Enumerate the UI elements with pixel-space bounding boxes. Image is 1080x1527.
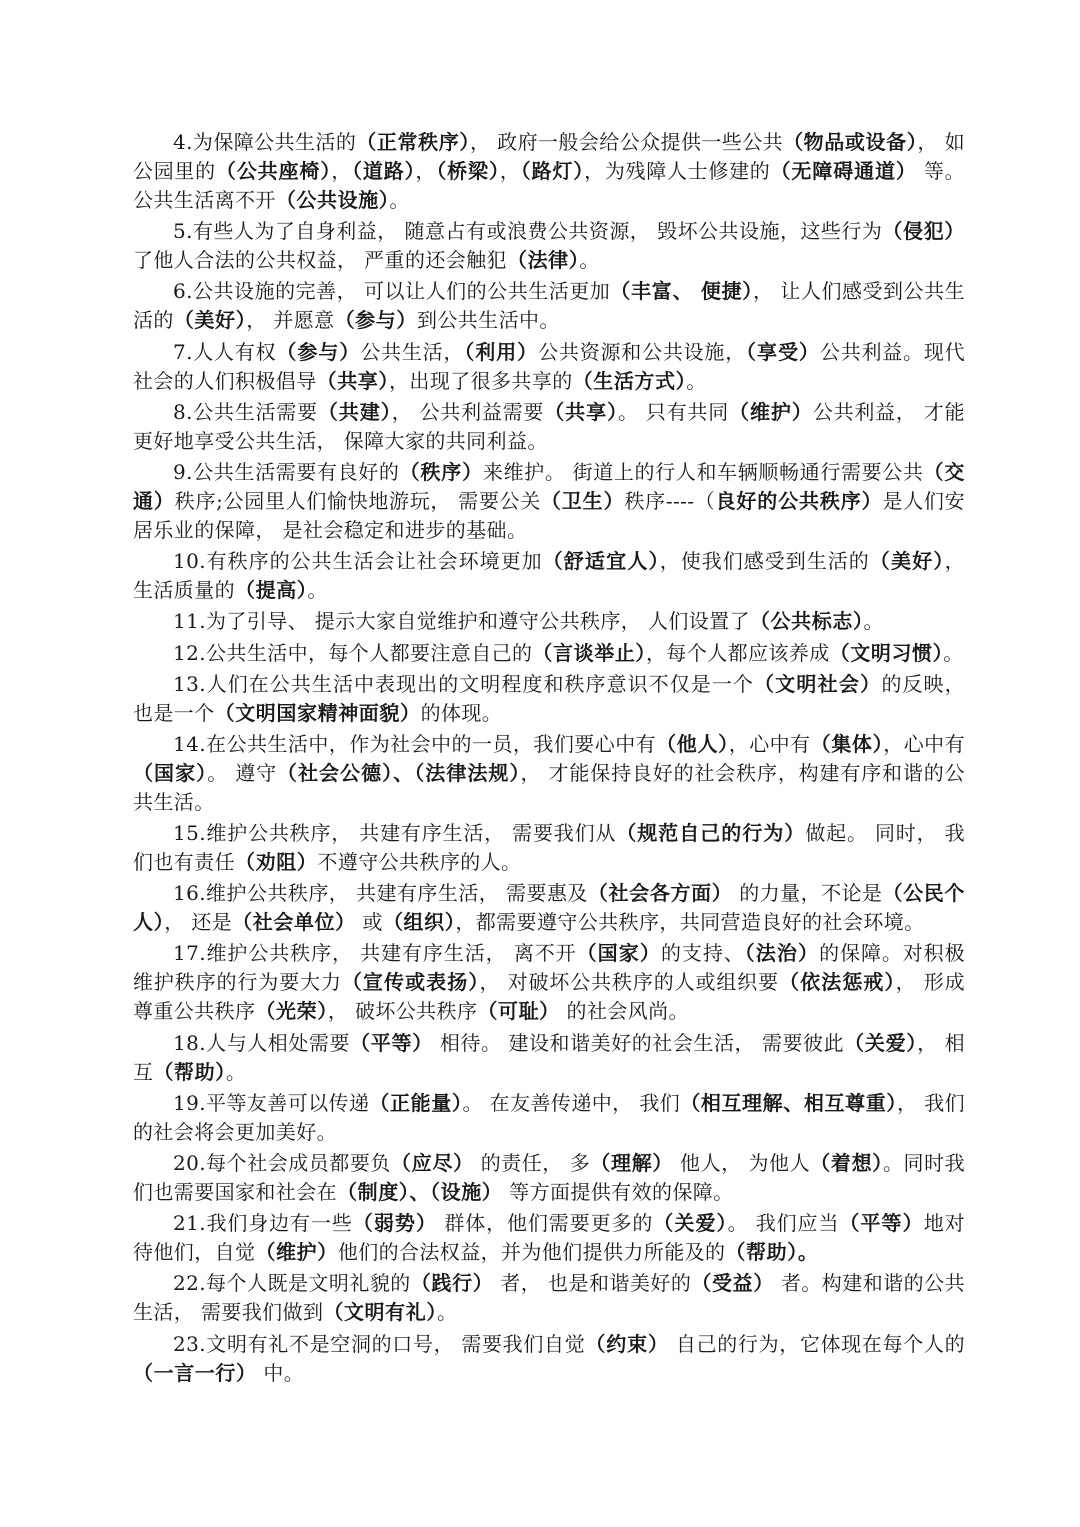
question-text: 14.在公共生活中，作为社会中的一员，我们要心中有 — [173, 731, 657, 756]
question-text: 的力量，不论是 — [732, 881, 883, 906]
question-text: ， 相互 — [133, 1030, 965, 1084]
question-text: ， — [499, 159, 521, 183]
answer-text: （卫生） — [540, 488, 625, 513]
answer-text: （社会各方面） — [587, 881, 733, 906]
question-text: 。 — [225, 1059, 247, 1084]
question-text: 18.人与人相处需要 — [173, 1030, 350, 1055]
question-text: 等方面提供有效的保障。 — [502, 1180, 734, 1204]
question-text: 。 — [579, 248, 600, 273]
answer-text: （共享） — [544, 399, 619, 424]
question-text: 的反映， 也是一个 — [133, 671, 965, 725]
question-text: 公共利益， 才能更好地享受公共生活， 保障大家的共同利益。 — [133, 399, 965, 453]
question-text: ， 如公园里的 — [133, 130, 966, 183]
answer-text: （可耻） — [477, 999, 560, 1024]
question-text: 4.为保障公共生活的 — [173, 130, 357, 154]
answer-text: 良好的公共秩序） — [715, 488, 883, 513]
question-item — [133, 730, 965, 817]
answer-text: （参与） — [276, 339, 361, 364]
question-text: 是人们安居乐业的保障， 是社会稳定和进步的基础。 — [133, 488, 965, 542]
answer-text: （宣传或表扬） — [341, 970, 480, 995]
answer-text: （美好） — [173, 308, 247, 333]
question-text: 22.每个人既是文明礼貌的 — [173, 1271, 411, 1296]
question-text: ，出现了很多共享的 — [389, 368, 573, 393]
question-item — [133, 879, 965, 937]
question-text: ， 公共利益需要 — [391, 399, 545, 424]
question-text: ， 生活质量的 — [133, 549, 965, 603]
answer-text: （物品或设备） — [783, 130, 918, 154]
question-text: ， 形成尊重公共秩序 — [133, 970, 965, 1024]
question-item — [133, 1029, 965, 1087]
question-text: 。 — [436, 1300, 458, 1325]
question-text: 9.公共生活需要有良好的 — [173, 459, 400, 484]
question-text: 。 — [943, 640, 964, 665]
question-text: 者， 也是和谐美好的 — [493, 1271, 692, 1296]
question-text: 8.公共生活需要 — [173, 399, 318, 424]
question-text: 的责任， 多 — [473, 1151, 591, 1175]
question-text: 公共资源和公共设施， — [538, 339, 746, 364]
answer-text: （文明习惯） — [829, 640, 944, 665]
answer-text: （依法惩戒） — [779, 970, 896, 995]
answer-text: （弱势） — [352, 1211, 438, 1236]
question-item — [133, 1149, 965, 1207]
question-text: 秩序;公园里人们愉快地游玩， 需要公关 — [174, 488, 541, 513]
answer-text: （维护） — [729, 399, 813, 424]
answer-text: （受益） — [691, 1271, 775, 1296]
question-item — [133, 670, 965, 728]
question-text: ， 破坏公共秩序 — [327, 999, 478, 1024]
question-text: 6.公共设施的完善， 可以让人们的公共生活更加 — [173, 279, 611, 304]
question-text: 。 在友善传递中， 我们 — [462, 1090, 681, 1115]
answer-text: （法治） — [744, 941, 820, 966]
question-item — [133, 819, 965, 877]
answer-text: （关爱） — [844, 1030, 918, 1055]
question-text: 11.为了引导、 提示大家自觉维护和遵守公共秩序， 人们设置了 — [173, 609, 750, 634]
question-text: 他们的合法权益，并为他们提供力所能及的 — [337, 1240, 726, 1265]
question-text: 做起。 同时， 我们也有责任 — [133, 821, 965, 875]
question-text: 。 遵守 — [207, 760, 277, 785]
answer-text: （应尽） — [390, 1151, 474, 1175]
question-text: 19.平等友善可以传递 — [173, 1090, 370, 1115]
question-text: 。 — [389, 188, 410, 212]
question-text: 。 — [686, 368, 707, 393]
question-text: 。 — [863, 609, 884, 634]
question-text: 的体现。 — [420, 700, 503, 725]
answer-text: （组织） — [382, 910, 456, 935]
question-text: 。 — [307, 578, 328, 603]
question-item — [133, 458, 965, 545]
question-text: ， 并愿意 — [246, 308, 335, 333]
question-text: 20.每个社会成员都要负 — [173, 1151, 391, 1175]
question-item — [133, 1209, 965, 1267]
document-page — [133, 128, 965, 1390]
answer-text: （路灯） — [520, 159, 585, 183]
answer-text: （平等） — [839, 1211, 924, 1236]
question-item — [133, 338, 965, 396]
answer-text: （公共设施） — [275, 188, 390, 212]
question-text: 的保障。对积极维护秩序的行为要大力 — [133, 941, 965, 995]
question-text: 12.公共生活中，每个人都要注意自己的 — [173, 640, 533, 665]
question-text: 公共利益。现代社会的人们积极倡导 — [133, 339, 966, 393]
question-item — [133, 939, 965, 1026]
answer-text: （侵犯） — [882, 219, 965, 244]
question-text: 。 只有共同 — [618, 399, 729, 424]
question-item — [133, 639, 965, 668]
question-text: 不遵守公共秩序的人。 — [317, 850, 522, 875]
answer-text: （桥梁） — [436, 159, 500, 183]
question-item — [133, 217, 965, 275]
answer-text: （法律） — [506, 248, 580, 273]
question-text: ， — [415, 159, 437, 183]
question-text: 到公共生活中。 — [416, 308, 560, 333]
answer-text: （无障碍通道） — [770, 159, 917, 183]
answer-text: （道路） — [351, 159, 416, 183]
answer-text: （正常秩序） — [356, 130, 470, 154]
question-text: ， 我们的社会将会更加美好。 — [133, 1090, 966, 1144]
answer-text: （公共座椅） — [215, 159, 332, 183]
question-text: 21.我们身边有一些 — [173, 1211, 353, 1236]
question-text: 或 — [355, 910, 383, 935]
answer-text: （帮助） — [153, 1059, 226, 1084]
question-item — [133, 1330, 965, 1388]
question-text: ，都需要遵守公共秩序，共同营造良好的社会环境。 — [455, 910, 925, 935]
question-text: ，使我们感受到生活的 — [659, 549, 870, 574]
answer-text: （维护） — [255, 1240, 338, 1265]
question-item — [133, 1269, 965, 1327]
answer-text: （着想） — [810, 1151, 884, 1175]
answer-text: （一言一行） — [133, 1360, 257, 1385]
answer-text: （共建） — [317, 399, 392, 424]
answer-text: （践行） — [410, 1271, 494, 1296]
answer-text: （舒适宜人） — [542, 549, 660, 574]
answer-text: （集体） — [810, 731, 884, 756]
question-text: ，心中有 — [728, 731, 811, 756]
question-text: ， 才能保持良好的社会秩序，构建有序和谐的公共生活。 — [133, 760, 965, 814]
question-text: 7.人人有权 — [173, 339, 277, 364]
question-item — [133, 398, 965, 456]
answer-text: （文明国家精神面貌） — [214, 700, 421, 725]
question-text: 秩序----（ — [624, 488, 716, 513]
question-text: 的社会风尚。 — [559, 999, 689, 1024]
question-text: 他人， 为他人 — [673, 1151, 811, 1175]
question-text: 5.有些人为了自身利益， 随意占有或浪费公共资源， 毁坏公共设施，这些行为 — [173, 219, 883, 244]
answer-text: （公民个人） — [133, 881, 965, 935]
question-text: 23.文明有礼不是空洞的口号， 需要我们自觉 — [173, 1331, 586, 1356]
question-text: ， 还是 — [164, 910, 233, 935]
question-text: 者。构建和谐的公共生活， 需要我们做到 — [133, 1271, 965, 1325]
answer-text: （劝阻） — [235, 850, 318, 875]
answer-text: （秩序） — [399, 459, 483, 484]
question-text: 等。 公共生活离不开 — [133, 159, 965, 212]
answer-text: （国家） — [576, 941, 662, 966]
question-text: ， 让人们感受到公共生活的 — [133, 279, 965, 333]
answer-text: （参与） — [334, 308, 417, 333]
question-item — [133, 128, 965, 215]
answer-text: （共享） — [316, 368, 390, 393]
answer-text: （帮助）。 — [725, 1240, 819, 1265]
question-text: ， 对破坏公共秩序的人或组织要 — [479, 970, 780, 995]
answer-text: （相互理解、相互尊重） — [680, 1090, 897, 1115]
question-text: 自己的行为，它体现在每个人的 — [668, 1331, 965, 1356]
answer-text: （利用） — [464, 339, 539, 364]
answer-text: （平等） — [350, 1030, 433, 1055]
question-text: 。同时我们也需要国家和社会在 — [133, 1151, 966, 1204]
answer-text: （文明社会） — [753, 671, 882, 696]
answer-text: （约束） — [585, 1331, 669, 1356]
answer-text: （制度）、（设施） — [337, 1180, 503, 1204]
answer-text: （正能量） — [369, 1090, 463, 1115]
answer-text: （享受） — [745, 339, 820, 364]
question-text: ，每个人都应该养成 — [646, 640, 830, 665]
answer-text: （文明有礼） — [323, 1300, 437, 1325]
answer-text: （关爱） — [653, 1211, 728, 1236]
question-text: 16.维护公共秩序， 共建有序生活， 需要惠及 — [173, 881, 588, 906]
answer-text: （美好） — [869, 549, 945, 574]
question-text: ，心中有 — [883, 731, 966, 756]
answer-text: （理解） — [590, 1151, 674, 1175]
question-item — [133, 547, 965, 605]
question-text: 公共生活， — [360, 339, 465, 364]
question-text: 来维护。 街道上的行人和车辆顺畅通行需要公共 — [482, 459, 924, 484]
question-text: 13.人们在公共生活中表现出的文明程度和秩序意识不仅是一个 — [173, 671, 754, 696]
answer-text: （公共标志） — [749, 609, 864, 634]
question-text: ， — [331, 159, 352, 183]
answer-text: （国家） — [133, 760, 208, 785]
question-text: 15.维护公共秩序， 共建有序生活， 需要我们从 — [173, 821, 617, 846]
question-text: 群体，他们需要更多的 — [437, 1211, 654, 1236]
question-text: 相待。 建设和谐美好的社会生活， 需要彼此 — [433, 1030, 845, 1055]
answer-text: （规范自己的行为） — [616, 821, 806, 846]
question-text: 地对待他们，自觉 — [133, 1211, 966, 1265]
question-text: 的支持、 — [661, 941, 745, 966]
question-text: 17.维护公共秩序， 共建有序生活， 离不开 — [173, 941, 577, 966]
question-text: ， 政府一般会给公众提供一些公共 — [469, 130, 784, 154]
answer-text: （生活方式） — [572, 368, 687, 393]
answer-text: （言谈举止） — [532, 640, 647, 665]
question-item — [133, 277, 965, 335]
answer-text: （社会单位） — [232, 910, 356, 935]
question-text: 。 我们应当 — [727, 1211, 840, 1236]
answer-text: （交通） — [133, 459, 965, 513]
answer-text: （他人） — [656, 731, 729, 756]
answer-text: （光荣） — [255, 999, 328, 1024]
question-text: 了他人合法的公共权益， 严重的还会触犯 — [133, 248, 507, 273]
question-text: 中。 — [256, 1360, 305, 1385]
answer-text: （提高） — [235, 578, 308, 603]
question-text: 10.有秩序的公共生活会让社会环境更加 — [173, 549, 543, 574]
answer-text: （社会公德）、（法律法规） — [276, 760, 521, 785]
question-item — [133, 1089, 965, 1147]
question-text: ，为残障人士修建的 — [584, 159, 771, 183]
answer-text: （丰富、 便捷） — [610, 279, 754, 304]
question-item — [133, 607, 965, 636]
